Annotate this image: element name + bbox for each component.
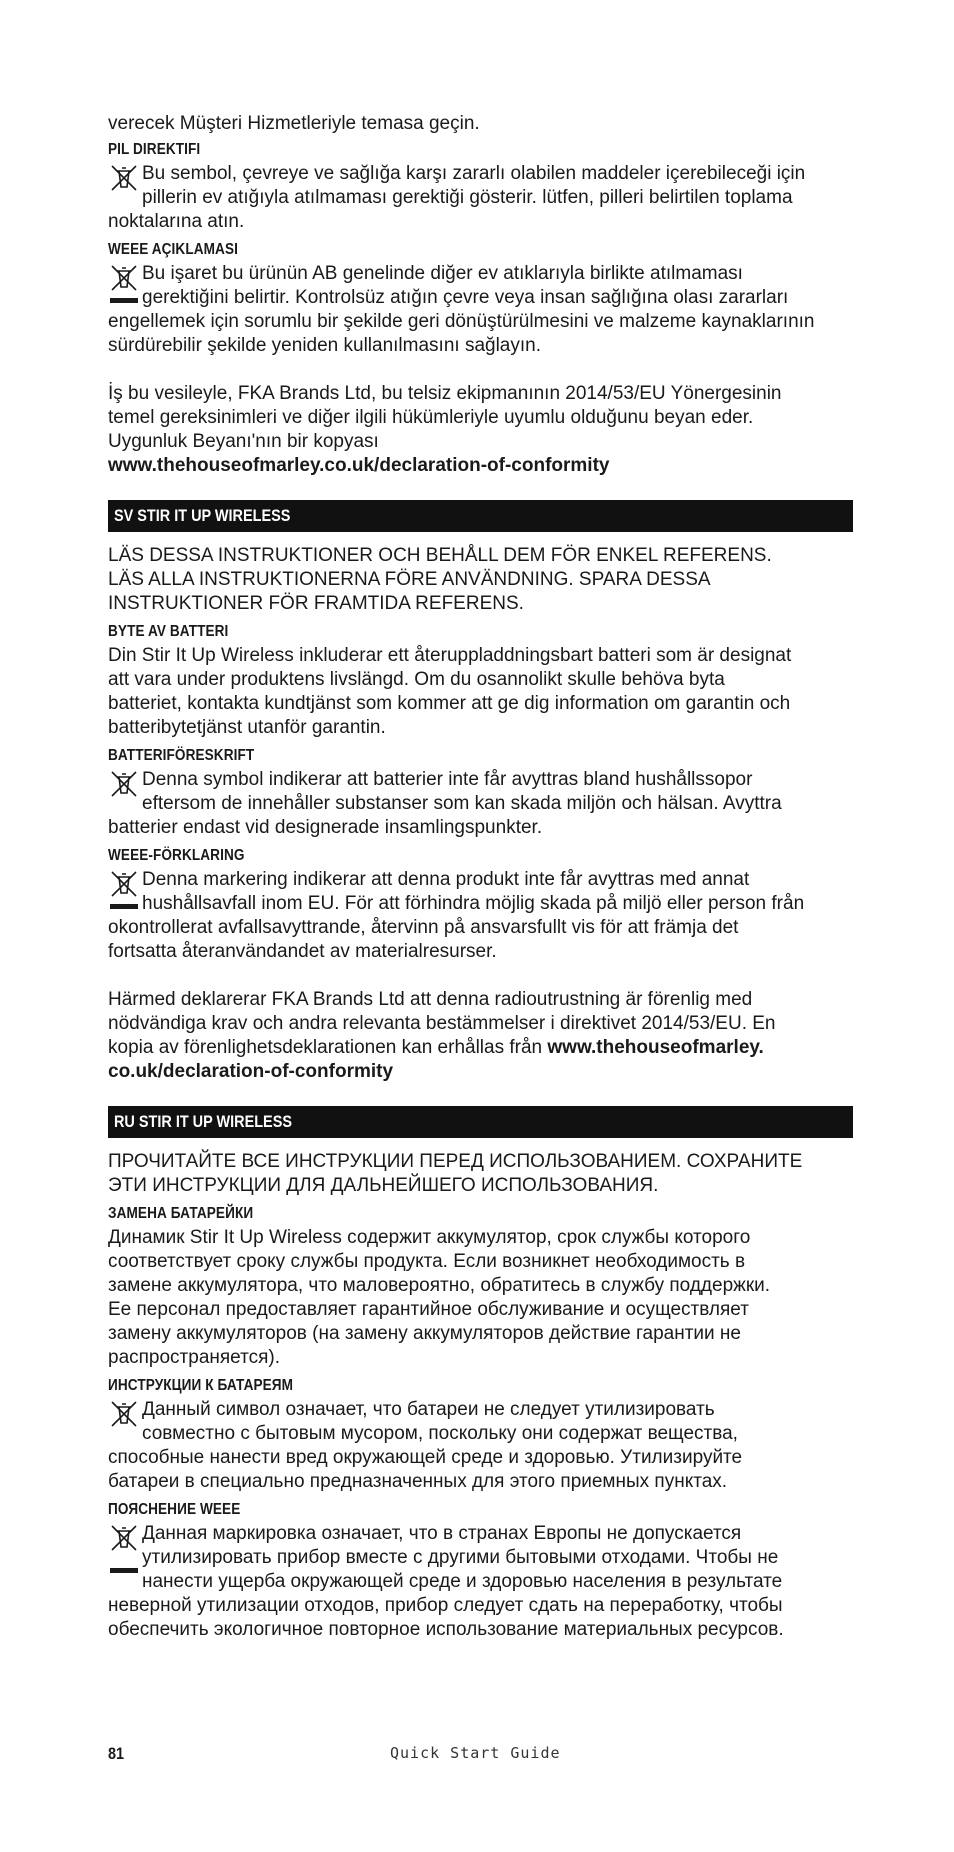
ru-bat-line4: батареи в специально предназначенных для этого приемных пунктах. — [108, 1471, 728, 1492]
sv-bat-line2: eftersom de innehåller substanser som kan skada miljön och hälsan. Avyttra — [142, 793, 782, 814]
tr-weee-line3: engellemek için sorumlu bir şekilde geri dönüştürülmesini ve malzeme kaynaklarının — [108, 311, 815, 332]
crossed-out-bin-icon — [108, 768, 140, 800]
ru-weee-line4: неверной утилизации отходов, прибор следует сдать на переработку, чтобы — [108, 1595, 783, 1616]
ru-bat-line1: Данный символ означает, что батареи не следует утилизировать — [142, 1399, 715, 1420]
ru-battery-line4: Ее персонал предоставляет гарантийное обслуживание и осуществляет — [108, 1299, 749, 1320]
tr-battery-directive-paragraph — [108, 162, 853, 234]
ru-weee-line3: нанести ущерба окружающей среде и здоровью населения в результате — [142, 1571, 783, 1592]
sv-bat-line1: Denna symbol indikerar att batterier inte får avyttras bland hushållssopor — [142, 769, 753, 790]
sv-battery-line4: batteribytetjänst utanför garantin. — [108, 717, 386, 738]
sv-battery-line3: batteriet, kontakta kundtjänst som kommer att ge dig information om garantin och — [108, 693, 791, 714]
ru-caps-line2: ЭТИ ИНСТРУКЦИИ ДЛЯ ДАЛЬНЕЙШЕГО ИСПОЛЬЗОВАНИЯ. — [108, 1175, 659, 1196]
tr-weee-line1: Bu işaret bu ürünün AB genelinde diğer ev atıklarıyla birlikte atılmaması — [142, 263, 743, 284]
sv-weee-line2: hushållsavfall inom EU. För att förhindra möjlig skada på miljö eller person från — [142, 893, 805, 914]
sv-decl-line3-text: kopia av förenlighetsdeklarationen kan erhållas från — [108, 1037, 548, 1058]
ru-battery-heading: ЗАМЕНА БАТАРЕЙКИ — [108, 1205, 254, 1222]
sv-weee-line4: fortsatta återanvändandet av materialresurser. — [108, 941, 497, 962]
ru-weee-line5: обеспечить экологичное повторное использование материальных ресурсов. — [108, 1619, 784, 1640]
sv-decl-line3 — [108, 1036, 853, 1060]
crossed-out-bin-icon — [108, 162, 140, 194]
ru-battery-directive-paragraph — [108, 1398, 853, 1494]
tr-battery-directive-heading: PIL DIREKTIFI — [108, 141, 201, 158]
ru-battery-line2: соответствует сроку службы продукта. Если возникнет необходимость в — [108, 1251, 746, 1272]
sv-declaration-link-part1[interactable]: www.thehouseofmarley. — [547, 1037, 764, 1058]
tr-decl-line3: Uygunluk Beyanı'nın bir kopyası — [108, 431, 379, 452]
tr-intro-line: verecek Müşteri Hizmetleriyle temasa geçin. — [108, 113, 480, 134]
sv-declaration-link-part2[interactable]: co.uk/declaration-of-conformity — [108, 1061, 394, 1082]
tr-decl-line1: İş bu vesileyle, FKA Brands Ltd, bu telsiz ekipmanının 2014/53/EU Yönergesinin — [108, 383, 782, 404]
crossed-out-bin-icon — [108, 1398, 140, 1430]
ru-battery-line6: распространяется). — [108, 1347, 280, 1368]
ru-battery-line5: замену аккумуляторов (на замену аккумуляторов действие гарантии не — [108, 1323, 741, 1344]
ru-weee-line1: Данная маркировка означает, что в странах Европы не допускается — [142, 1523, 742, 1544]
ru-battery-line3: замене аккумулятора, что маловероятно, обратитесь в службу поддержки. — [108, 1275, 771, 1296]
tr-weee-line2: gerektiğini belirtir. Kontrolsüz atığın çevre veya insan sağlığına olası zararları — [142, 287, 789, 308]
sv-caps-line1: LÄS DESSA INSTRUKTIONER OCH BEHÅLL DEM FÖR ENKEL REFERENS. — [108, 545, 772, 566]
tr-weee-line4: sürdürebilir şekilde yeniden kullanılmasını sağlayın. — [108, 335, 542, 356]
ru-caps-line1: ПРОЧИТАЙТЕ ВСЕ ИНСТРУКЦИИ ПЕРЕД ИСПОЛЬЗОВАНИЕМ. СОХРАНИТЕ — [108, 1151, 803, 1172]
sv-caps-line3: INSTRUKTIONER FÖR FRAMTIDA REFERENS. — [108, 593, 524, 614]
sv-decl-line1: Härmed deklarerar FKA Brands Ltd att denna radioutrustning är förenlig med — [108, 989, 753, 1010]
sv-decl-line2: nödvändiga krav och andra relevanta bestämmelser i direktivet 2014/53/EU. En — [108, 1013, 776, 1034]
sv-weee-line3: okontrollerat avfallsavyttrande, återvinn på ansvarsfullt vis för att främja det — [108, 917, 739, 938]
tr-declaration-link[interactable]: www.thehouseofmarley.co.uk/declaration-of-conformity — [108, 455, 610, 476]
tr-weee-heading: WEEE AÇIKLAMASI — [108, 241, 238, 258]
sv-weee-line1: Denna markering indikerar att denna produkt inte får avyttras med annat — [142, 869, 750, 890]
sv-battery-directive-heading: BATTERIFÖRESKRIFT — [108, 747, 255, 764]
ru-section-bar — [108, 1106, 853, 1138]
sv-caps-line2: LÄS ALLA INSTRUKTIONERNA FÖRE ANVÄNDNING. SPARA DESSA — [108, 569, 711, 590]
page-number: 81 — [108, 1744, 125, 1763]
ru-section-title: RU STIR IT UP WIRELESS — [114, 1112, 292, 1131]
footer-guide-title: Quick Start Guide — [390, 1744, 561, 1762]
ru-weee-paragraph — [108, 1522, 853, 1642]
sv-bat-line3: batterier endast vid designerade insamlingspunkter. — [108, 817, 543, 838]
ru-bat-line2: совместно с бытовым мусором, поскольку они содержат вещества, — [142, 1423, 738, 1444]
crossed-out-bin-with-bar-icon — [108, 868, 140, 912]
page-content — [108, 112, 853, 1642]
tr-decl-line2: temel gereksinimleri ve diğer ilgili hükümleriyle uyumlu olduğunu beyan eder. — [108, 407, 754, 428]
ru-weee-heading: ПОЯСНЕНИЕ WEEE — [108, 1501, 241, 1518]
ru-bat-line3: способные нанести вред окружающей среде и здоровью. Утилизируйте — [108, 1447, 743, 1468]
ru-weee-line2: утилизировать прибор вместе с другими бытовыми отходами. Чтобы не — [142, 1547, 779, 1568]
sv-battery-directive-paragraph — [108, 768, 853, 840]
sv-weee-heading: WEEE-FÖRKLARING — [108, 847, 245, 864]
crossed-out-bin-with-bar-icon — [108, 1522, 140, 1578]
ru-battery-directive-heading: ИНСТРУКЦИИ К БАТАРЕЯМ — [108, 1377, 294, 1394]
sv-battery-heading: BYTE AV BATTERI — [108, 623, 229, 640]
crossed-out-bin-with-bar-icon — [108, 262, 140, 306]
sv-section-bar — [108, 500, 853, 532]
sv-section-title: SV STIR IT UP WIRELESS — [114, 506, 291, 525]
tr-weee-paragraph — [108, 262, 853, 358]
ru-battery-line1: Динамик Stir It Up Wireless содержит аккумулятор, срок службы которого — [108, 1227, 751, 1248]
tr-pil-line2: pillerin ev atığıyla atılmaması gerektiği gösterir. lütfen, pilleri belirtilen toplama — [142, 187, 793, 208]
tr-pil-line3: noktalarına atın. — [108, 211, 245, 232]
sv-battery-line2: att vara under produktens livslängd. Om du osannolikt skulle behöva byta — [108, 669, 725, 690]
tr-pil-line1: Bu sembol, çevreye ve sağlığa karşı zararlı olabilen maddeler içerebileceği için — [142, 163, 806, 184]
sv-weee-paragraph — [108, 868, 853, 964]
sv-battery-line1: Din Stir It Up Wireless inkluderar ett återuppladdningsbart batteri som är designat — [108, 645, 792, 666]
